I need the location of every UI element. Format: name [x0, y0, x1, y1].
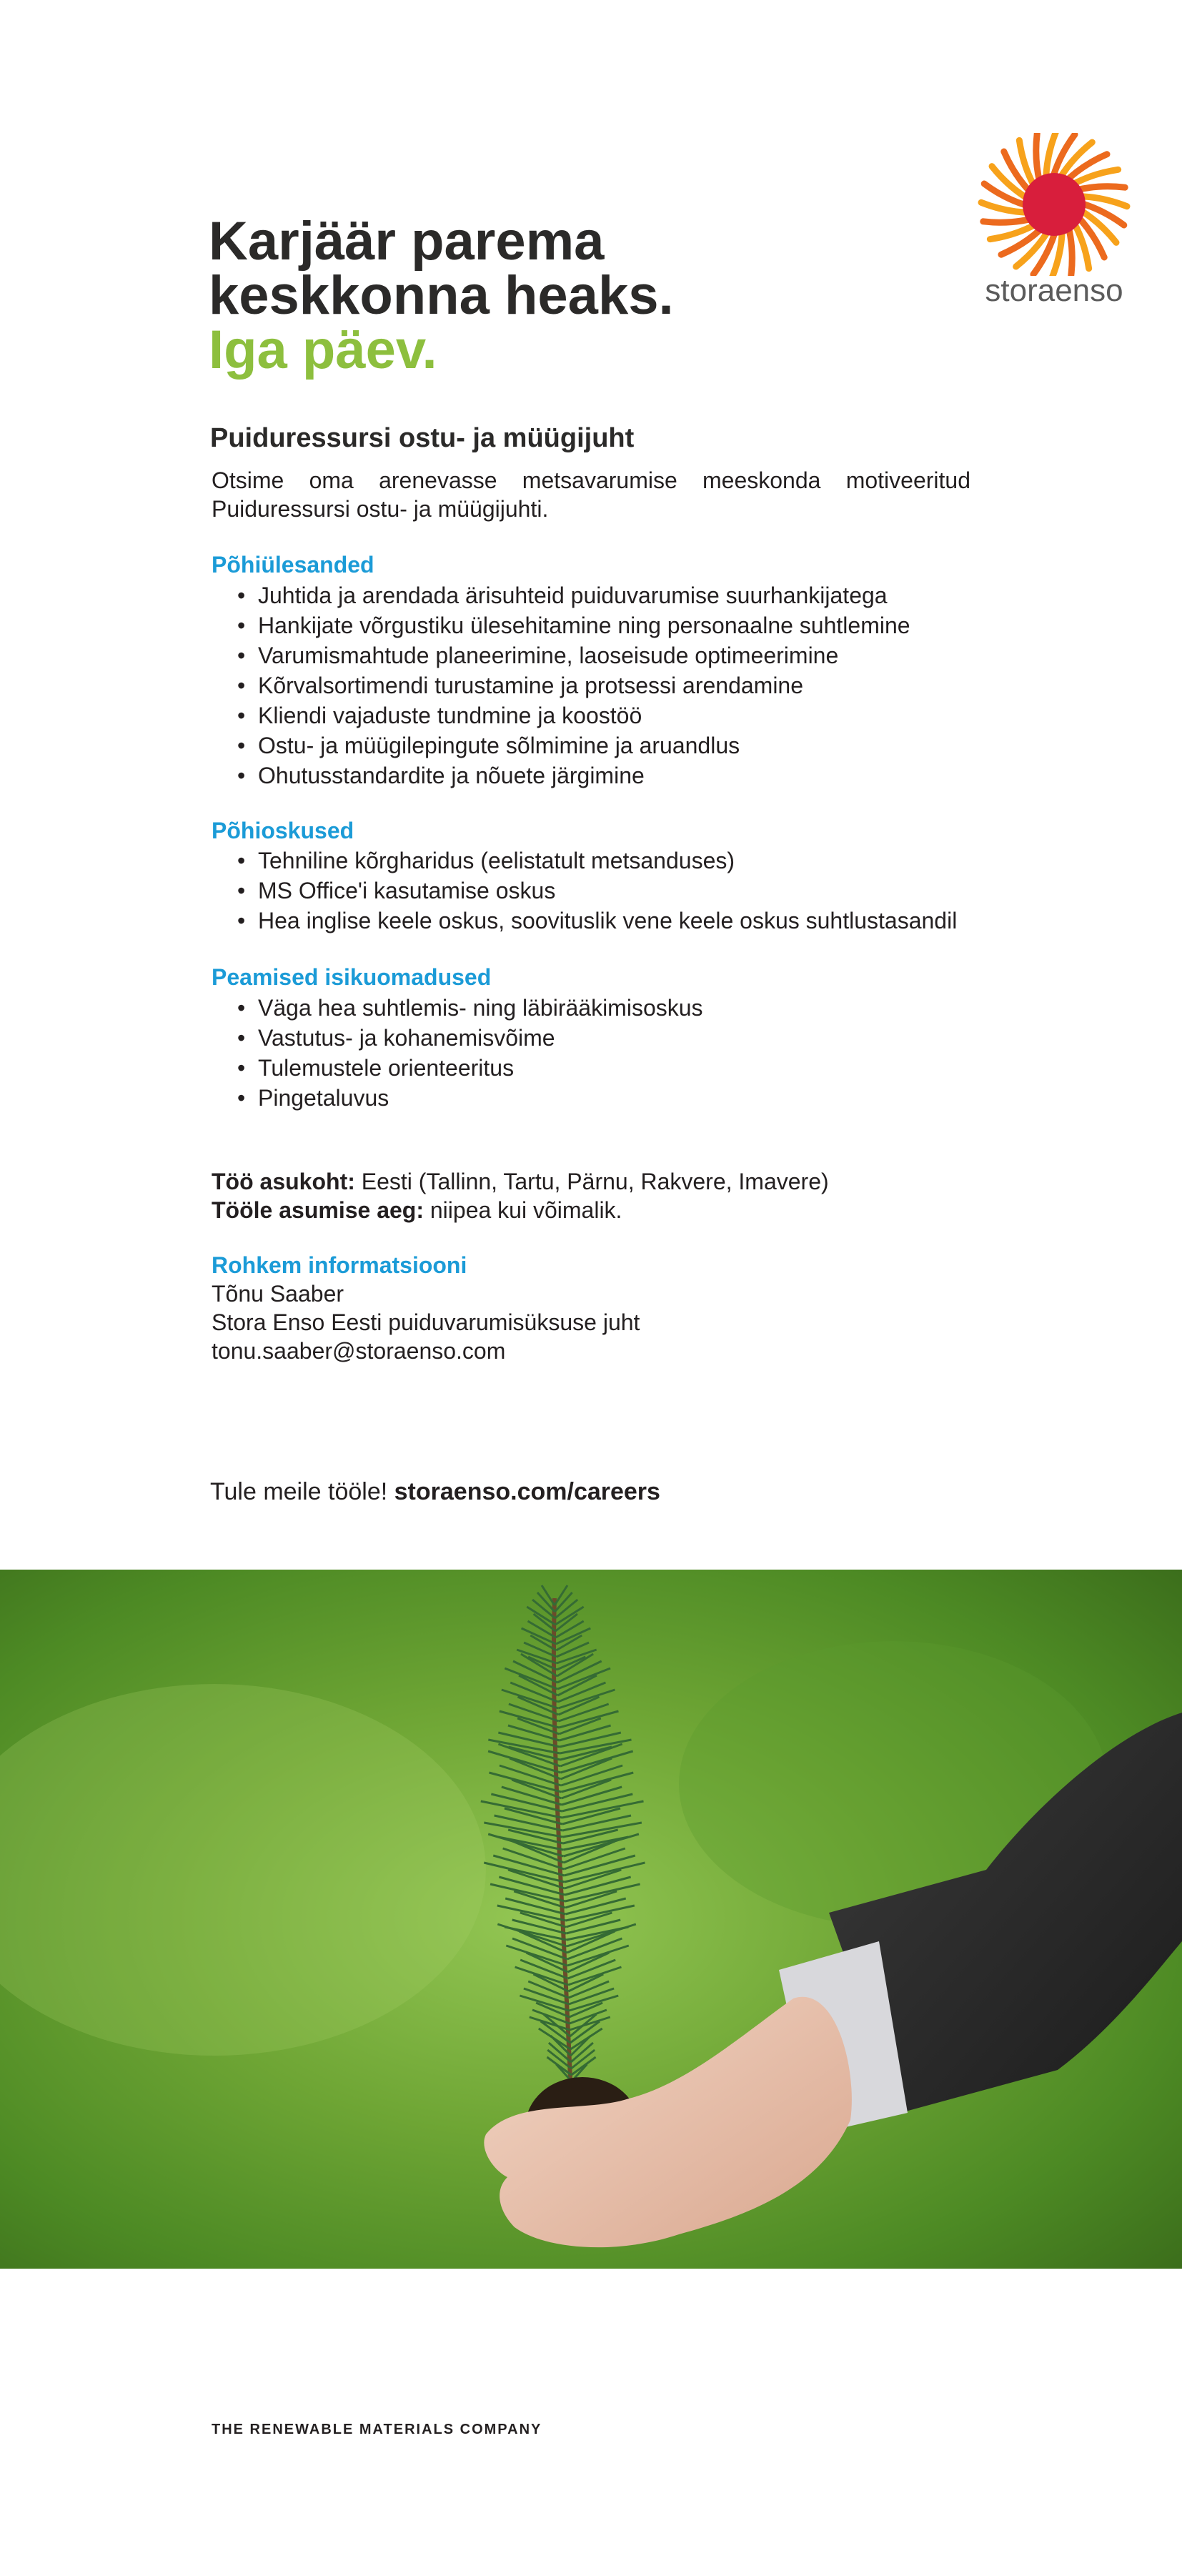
- contact-role: Stora Enso Eesti puiduvarumisüksuse juht: [212, 1309, 640, 1335]
- qualities-list: [212, 993, 703, 1113]
- bullet-icon: •: [237, 673, 246, 698]
- bullet-icon: •: [237, 1085, 246, 1111]
- location-label: Töö asukoht:: [212, 1169, 355, 1194]
- section-heading-tasks: Põhiülesanded: [212, 552, 374, 578]
- section-heading-contact: Rohkem informatsiooni: [212, 1252, 467, 1278]
- logo-core: [1023, 173, 1086, 236]
- section-heading-skills: Põhioskused: [212, 818, 354, 843]
- list-item: • Kõrvalsortimendi turustamine ja protsessi arendamine: [212, 670, 910, 700]
- bullet-icon: •: [237, 583, 246, 608]
- headline-line-2: keskkonna heaks.: [209, 265, 674, 326]
- contact-email-link[interactable]: tonu.saaber@storaenso.com: [212, 1338, 506, 1364]
- list-item: • Tulemustele orienteeritus: [212, 1053, 703, 1083]
- headline: [209, 211, 674, 380]
- bullet-icon: •: [237, 763, 246, 788]
- list-item: • Hea inglise keele oskus, soovituslik vene keele oskus suhtlustasandil: [212, 906, 957, 936]
- list-item: • Ohutusstandardite ja nõuete järgimine: [212, 761, 910, 791]
- logo-wordmark: storaenso: [985, 273, 1123, 308]
- bullet-icon: •: [237, 643, 246, 668]
- task-list: [212, 580, 910, 791]
- intro-text: Otsime oma arenevasse metsavarumise meeskonda motiveeritud Puiduressursi ostu- ja müügijuhti.: [212, 467, 970, 522]
- contact-name: Tõnu Saaber: [212, 1281, 344, 1307]
- list-item: • Tehniline kõrgharidus (eelistatult metsanduses): [212, 846, 957, 876]
- start-line: [212, 1196, 622, 1224]
- list-item: • Väga hea suhtlemis- ning läbirääkimisoskus: [212, 993, 703, 1023]
- start-label: Tööle asumise aeg:: [212, 1197, 424, 1223]
- list-item: • Pingetaluvus: [212, 1083, 703, 1113]
- contact-block: [212, 1279, 640, 1365]
- storaenso-sun-icon: [978, 133, 1131, 276]
- location-value: Eesti (Tallinn, Tartu, Pärnu, Rakvere, Imavere): [354, 1169, 829, 1194]
- seedling-photo: [0, 1570, 1182, 2269]
- job-title: Puiduressursi ostu- ja müügijuht: [210, 423, 635, 453]
- list-item: • Hankijate võrgustiku ülesehitamine ning personaalne suhtlemine: [212, 610, 910, 640]
- company-tagline: THE RENEWABLE MATERIALS COMPANY: [212, 2422, 542, 2437]
- careers-cta: [210, 1478, 660, 1506]
- headline-line-1: Karjäär parema: [209, 211, 605, 272]
- seedling-in-hand-image: [0, 1570, 1182, 2269]
- bullet-icon: •: [237, 1025, 246, 1051]
- bullet-icon: •: [237, 878, 246, 903]
- list-item: • Ostu- ja müügilepingute sõlmimine ja aruandlus: [212, 730, 910, 761]
- bullet-icon: •: [237, 995, 246, 1021]
- location-line: [212, 1167, 829, 1196]
- bullet-icon: •: [237, 848, 246, 873]
- list-item: • Kliendi vajaduste tundmine ja koostöö: [212, 700, 910, 730]
- bullet-icon: •: [237, 733, 246, 758]
- skills-list: [212, 846, 957, 936]
- list-item: • Vastutus- ja kohanemisvõime: [212, 1023, 703, 1053]
- storaenso-logo: [978, 133, 1131, 326]
- list-item: • Juhtida ja arendada ärisuhteid puiduvarumise suurhankijatega: [212, 580, 910, 610]
- section-heading-qualities: Peamised isikuomadused: [212, 964, 492, 990]
- headline-line-3: Iga päev.: [209, 319, 437, 380]
- cta-text: Tule meile tööle!: [210, 1478, 394, 1505]
- bullet-icon: •: [237, 1055, 246, 1081]
- bullet-icon: •: [237, 908, 246, 933]
- list-item: • Varumismahtude planeerimine, laoseisude optimeerimine: [212, 640, 910, 670]
- bullet-icon: •: [237, 703, 246, 728]
- careers-link[interactable]: storaenso.com/careers: [394, 1478, 660, 1505]
- bullet-icon: •: [237, 613, 246, 638]
- list-item: • MS Office'i kasutamise oskus: [212, 876, 957, 906]
- start-value: niipea kui võimalik.: [423, 1197, 622, 1223]
